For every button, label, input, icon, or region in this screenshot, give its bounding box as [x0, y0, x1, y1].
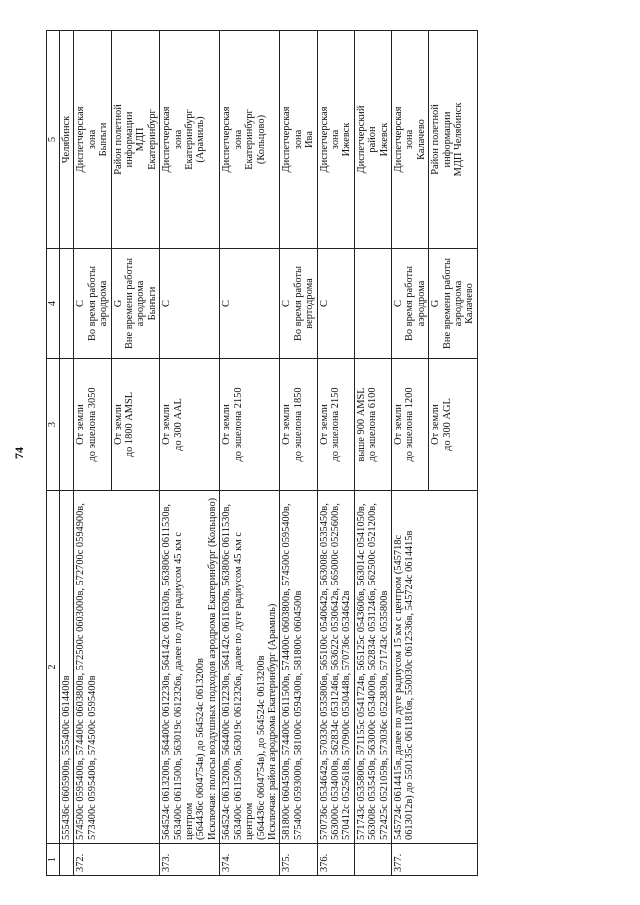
coordinates-line: 0613012в) до 550135с 0611816в, 550030с 0612536в, 545724с 0614415в — [404, 530, 416, 840]
header-cell-1: 1 — [47, 844, 60, 876]
airspace-class-cell — [220, 249, 280, 359]
row-number-cell — [391, 844, 477, 876]
airspace-class-line: С — [161, 300, 173, 307]
zone-name-cell — [280, 31, 317, 249]
coordinates-cell — [220, 491, 280, 844]
coordinates-line: 574500с 0595400в, 574400с 0603800в, 572500с 0603000в, 572700с 0594900в, — [75, 503, 87, 840]
coordinates-cell — [160, 491, 220, 844]
header-cell-5: 5 — [47, 31, 60, 249]
coordinates-line: 545724с 0614415в, далее по дуге радиусом 15 км с центром (545718с — [392, 534, 404, 840]
altitude-line: до эшелона 2150 — [329, 387, 341, 462]
coordinates-line: 563000с 0534000в, 562834с 0531246в, 563622с 0530642в, 565000с 0525600в, — [329, 503, 341, 840]
coordinates-cell — [280, 491, 317, 844]
row-number: 376. — [318, 853, 330, 872]
airspace-class-line: С — [318, 300, 330, 307]
zone-name-line: Бынъги — [98, 122, 110, 157]
airspace-class-line: С — [221, 300, 233, 307]
zone-name-line: МДП — [135, 127, 147, 152]
airspace-class-line: Во время работы — [292, 265, 304, 342]
header-row — [47, 31, 60, 876]
airspace-class-line: Во время работы — [404, 265, 416, 342]
coordinates-cell — [317, 491, 354, 844]
altitude-cell — [220, 359, 280, 491]
zone-name-line: Диспетчерская — [221, 106, 233, 173]
row-number-cell — [317, 844, 354, 876]
page-number: 74 — [12, 447, 26, 459]
airspace-class-line: G — [430, 299, 442, 308]
altitude-cell — [391, 359, 428, 491]
airspace-class-line: аэродрома — [98, 280, 110, 327]
zone-name-line: зона — [329, 129, 341, 150]
table-row — [317, 31, 354, 876]
zone-name-line: зона — [404, 129, 416, 150]
zone-name-cell — [354, 31, 391, 249]
coordinates-cell — [354, 491, 391, 844]
altitude-cell — [280, 359, 317, 491]
row-number-cell — [74, 844, 160, 876]
airspace-class-line: Калачево — [464, 283, 476, 324]
airspace-class-line: аэродрома — [415, 280, 427, 327]
airspace-class-cell — [354, 249, 391, 359]
row-number-cell — [160, 844, 220, 876]
altitude-line: до эшелона 6100 — [367, 387, 379, 462]
altitude-line: От земли — [430, 404, 442, 445]
zone-name-line: Диспетчерская — [318, 106, 330, 173]
coordinates-line: 564524с 0613200в, 564400с 0612230в, 564142с 0611630в, 563806с 0611530в, — [221, 503, 233, 840]
zone-name-cell — [220, 31, 280, 249]
airspace-table — [46, 30, 478, 876]
zone-name-cell — [74, 31, 111, 249]
coordinates-line: 563400с 0611500в, 563019с 0612326в, далее по дуге радиусом 45 км с центром — [172, 532, 196, 840]
airspace-class-cell — [74, 249, 111, 359]
table-row — [220, 31, 280, 876]
zone-name-line: Диспетчерская — [392, 106, 404, 173]
row-number: 375. — [281, 853, 293, 872]
table-row — [74, 31, 111, 876]
airspace-class-cell — [111, 249, 160, 359]
altitude-line: до 300 AAL — [172, 398, 184, 451]
coordinates-cell — [60, 491, 74, 844]
altitude-line: выше 900 AMSL — [355, 387, 367, 462]
altitude-line: От земли — [75, 404, 87, 445]
altitude-line: От земли — [281, 404, 293, 445]
coordinates-line: 572425с 0521059в, 573036с 0523830в, 571743с 0535800в — [378, 590, 390, 840]
header-cell-3: 3 — [47, 359, 60, 491]
header-cell-2: 2 — [47, 491, 60, 844]
altitude-cell — [160, 359, 220, 491]
coordinates-line: Исключая: полосы воздушных подходов аэродрома Екатеринбург (Кольцово) — [206, 497, 218, 840]
coordinates-line: 570412с 0525618в, 570900с 0530448в, 570736с 0534642в — [341, 590, 353, 840]
row-number-cell — [60, 844, 74, 876]
altitude-line: до эшелона 2150 — [232, 387, 244, 462]
zone-name-line: Ижевск — [378, 122, 390, 157]
table-row — [280, 31, 317, 876]
altitude-cell — [60, 359, 74, 491]
altitude-line: до эшелона 1850 — [292, 387, 304, 462]
altitude-line: до 1800 AMSL — [124, 391, 136, 458]
airspace-class-line: Вне времени работы — [124, 258, 136, 349]
zone-name-line: МДП Челябинск — [453, 102, 464, 177]
header-cell-4: 4 — [47, 249, 60, 359]
airspace-class-cell — [317, 249, 354, 359]
zone-name-line: Екатеринбург — [244, 109, 256, 170]
airspace-class-cell — [60, 249, 74, 359]
row-number-cell — [280, 844, 317, 876]
altitude-line: От земли — [112, 404, 124, 445]
airspace-class-line: С — [281, 300, 293, 307]
airspace-class-line: Бынъги — [146, 286, 158, 321]
airspace-class-cell — [280, 249, 317, 359]
altitude-line: От земли — [161, 404, 173, 445]
coordinates-cell — [74, 491, 160, 844]
airspace-class-line: вертодрома — [304, 278, 316, 329]
row-number-cell — [354, 844, 391, 876]
altitude-cell — [111, 359, 160, 491]
airspace-class-cell — [429, 249, 478, 359]
zone-name-line: Челябинск — [61, 115, 72, 164]
row-number: 373. — [161, 853, 173, 872]
zone-name-line: (Арамиль) — [195, 116, 207, 163]
zone-name-line: Ижевск — [341, 122, 353, 157]
coordinates-line: 555436с 0605900в, 555400с 0614400в — [61, 675, 72, 840]
table-row — [160, 31, 220, 876]
altitude-cell — [354, 359, 391, 491]
airspace-class-line: С — [75, 300, 87, 307]
altitude-cell — [74, 359, 111, 491]
coordinates-line: (564436с 0604754в) до 564524с 0613200в — [195, 658, 207, 840]
zone-name-line: зона — [232, 129, 244, 150]
airspace-class-line: С — [392, 300, 404, 307]
altitude-line: до эшелона 3050 — [86, 387, 98, 462]
coordinates-line: Исключая: район аэродрома Екатеринбург (Арамиль) — [266, 603, 278, 840]
zone-name-line: Диспетчерская — [75, 106, 87, 173]
coordinates-line: 563400с 0611500в, 563019с 0612326в, далее по дуге радиусом 45 км с центром — [232, 532, 256, 840]
zone-name-cell — [111, 31, 160, 249]
altitude-line: От земли — [221, 404, 233, 445]
zone-name-line: Екатеринбург — [146, 109, 158, 170]
zone-name-line: Район полетной — [430, 104, 442, 175]
coordinates-line: 581800с 0604500в, 574400с 0611500в, 574400с 0603800в, 574500с 0595400в, — [281, 503, 293, 840]
airspace-class-line: G — [112, 299, 124, 308]
zone-name-cell — [429, 31, 478, 249]
airspace-class-line: Во время работы — [86, 265, 98, 342]
row-number: 374. — [221, 853, 233, 872]
coordinates-line: 570736с 0534642в, 570330с 0535806в, 565100с 0540642в, 563008с 0535450в, — [318, 503, 330, 840]
zone-name-line: зона — [292, 129, 304, 150]
airspace-class-line: аэродрома — [135, 280, 147, 327]
zone-name-line: зона — [86, 129, 98, 150]
zone-name-line: Район полетной — [112, 104, 124, 175]
zone-name-cell — [60, 31, 74, 249]
airspace-class-cell — [391, 249, 428, 359]
coordinates-line: 575400с 0593000в, 581000с 0594300в, 581800с 0604500в — [292, 590, 304, 840]
zone-name-line: (Кольцово) — [255, 114, 267, 165]
zone-name-cell — [391, 31, 428, 249]
altitude-cell — [429, 359, 478, 491]
zone-name-line: Диспетчерская — [161, 106, 173, 173]
zone-name-line: Екатеринбург — [184, 109, 196, 170]
table-row — [60, 31, 74, 876]
zone-name-line: район — [367, 126, 379, 153]
coordinates-line: 573400с 0595400в, 574500с 0595400в — [86, 675, 98, 840]
altitude-line: От земли — [318, 404, 330, 445]
altitude-cell — [317, 359, 354, 491]
zone-name-cell — [317, 31, 354, 249]
zone-name-line: информации — [441, 111, 453, 168]
row-number: 372. — [75, 853, 87, 872]
altitude-line: От земли — [392, 404, 404, 445]
coordinates-cell — [391, 491, 477, 844]
table-row — [391, 31, 428, 876]
airspace-class-line: аэродрома — [453, 280, 464, 327]
zone-name-cell — [160, 31, 220, 249]
coordinates-line: 571743с 0535800в, 571155с 0541724в, 565125с 0543606в, 563014с 0541050в, — [355, 503, 367, 840]
altitude-line: до эшелона 1200 — [404, 387, 416, 462]
row-number: 377. — [392, 853, 404, 872]
table-body — [47, 31, 478, 876]
airspace-class-cell — [160, 249, 220, 359]
altitude-line: до 300 AGL — [441, 398, 453, 451]
zone-name-line: Калачево — [415, 119, 427, 160]
zone-name-line: информации — [124, 111, 136, 168]
zone-name-line: Ива — [304, 131, 316, 148]
coordinates-line: 564524с 0613200в, 564400с 0612230в, 564142с 0611630в, 563806с 0611530в, — [161, 503, 173, 840]
coordinates-line: 563008с 0535450в, 563000с 0534000в, 562834с 0531246в, 562500с 0521200в, — [367, 503, 379, 840]
coordinates-line: (564436с 0604754в), до 564524с 0613200в — [255, 655, 267, 840]
zone-name-line: Диспетчерская — [281, 106, 293, 173]
row-number-cell — [220, 844, 280, 876]
zone-name-line: зона — [172, 129, 184, 150]
zone-name-line: Диспетчерский — [355, 105, 367, 174]
table-row — [354, 31, 391, 876]
airspace-class-line: Вне времени работы — [441, 258, 453, 349]
